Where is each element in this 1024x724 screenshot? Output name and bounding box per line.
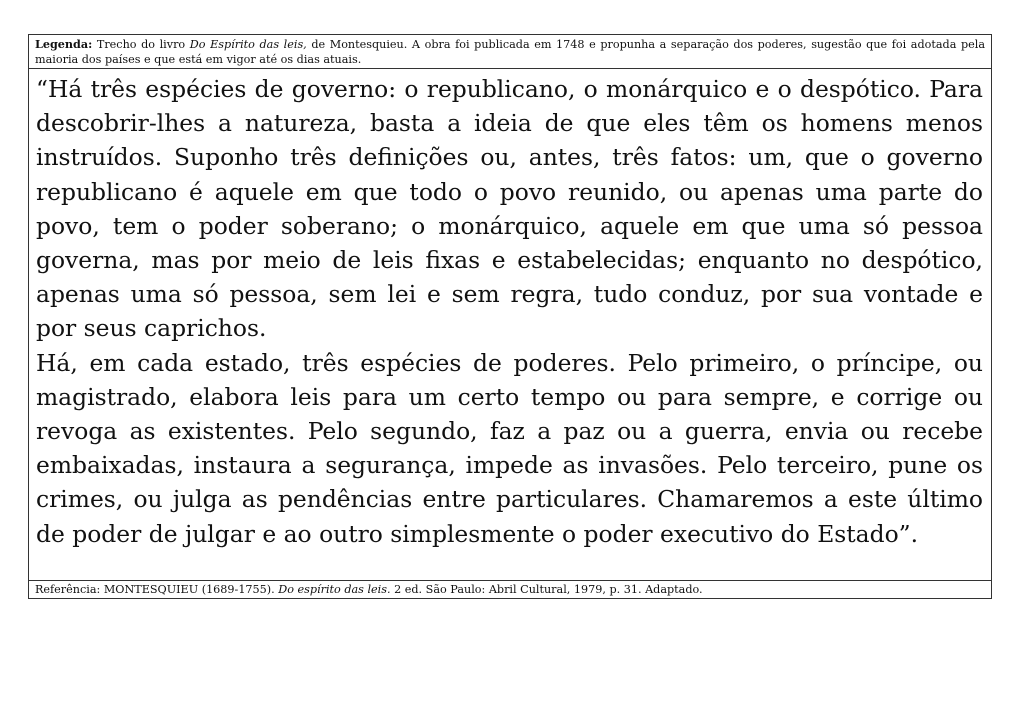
quote-paragraph-2: Há, em cada estado, três espécies de poderes. Pelo primeiro, o príncipe, ou magistrado, elabora leis para um certo tempo ou para sempre, e corrige ou revoga as existentes. Pelo segundo, faz a paz ou a guerra, envia ou recebe embaixadas, instaura a segurança, impede as invasões. Pelo terceiro, pune os crimes, ou julga as pendências entre particulares. Chamaremos a este último de poder de julgar e ao outro simplesmente o poder executivo do Estado”. xyxy=(36,348,983,548)
reference-prefix: Referência: MONTESQUIEU (1689-1755). xyxy=(35,583,279,596)
caption-row xyxy=(29,35,991,69)
document-frame xyxy=(28,34,992,599)
reference-row xyxy=(29,581,991,598)
caption-text-after: de Montesquieu. A obra foi publicada em 1748 e propunha a separação dos poderes, sugestão que foi adotada pela maioria dos países e que está em vigor até os dias atuais. xyxy=(35,38,986,66)
reference-suffix: 2 ed. São Paulo: Abril Cultural, 1979, p. 31. Adaptado. xyxy=(390,583,703,596)
caption-text-before: Trecho do livro xyxy=(92,38,190,51)
caption-book-title: Do Espírito das leis, xyxy=(189,38,307,51)
quote-body xyxy=(29,69,991,581)
quote-paragraph-1: “Há três espécies de governo: o republicano, o monárquico e o despótico. Para descobrir-lhes a natureza, basta a ideia de que eles têm os homens menos instruídos. Suponho três definições ou, antes, três fatos: um, que o governo republicano é aquele em que todo o povo reunido, ou apenas uma parte do povo, tem o poder soberano; o monárquico, aquele em que uma só pessoa governa, mas por meio de leis fixas e estabelecidas; enquanto no despótico, apenas uma só pessoa, sem lei e sem regra, tudo conduz, por sua vontade e por seus caprichos. xyxy=(36,75,983,343)
caption-label: Legenda: xyxy=(35,37,93,51)
reference-book-title: Do espírito das leis. xyxy=(278,583,391,596)
